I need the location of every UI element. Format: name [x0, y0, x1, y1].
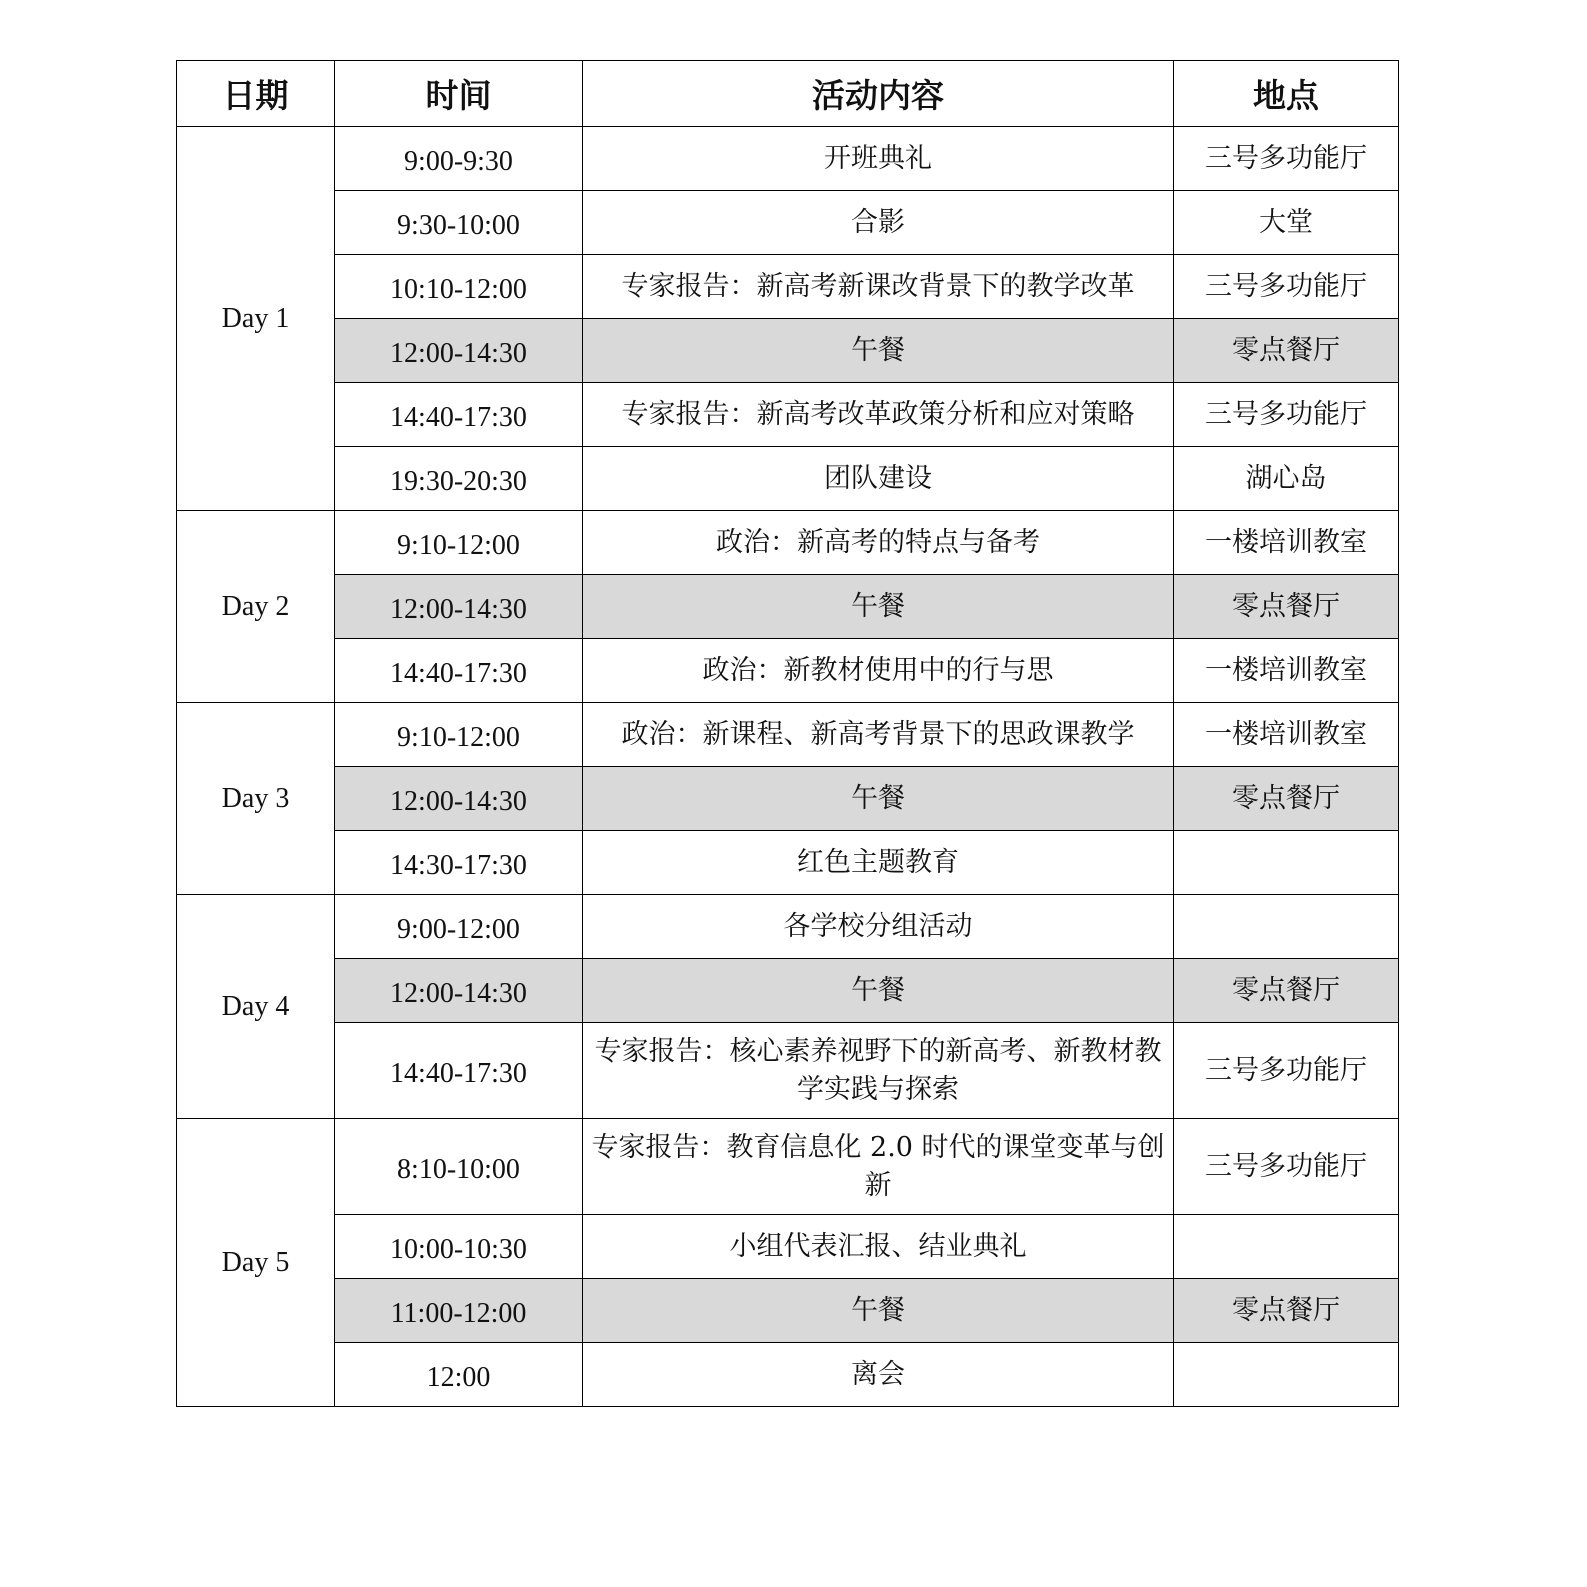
- time-cell: 10:00-10:30: [335, 1215, 583, 1279]
- time-cell: 14:40-17:30: [335, 383, 583, 447]
- table-row: [177, 959, 1399, 1023]
- location-cell: 零点餐厅: [1174, 767, 1399, 831]
- header-activity: 活动内容: [583, 61, 1174, 127]
- table-row: [177, 127, 1399, 191]
- header-date: 日期: [177, 61, 335, 127]
- activity-cell: 专家报告：新高考改革政策分析和应对策略: [583, 383, 1174, 447]
- location-cell: [1174, 1343, 1399, 1407]
- time-cell: 11:00-12:00: [335, 1279, 583, 1343]
- location-cell: 湖心岛: [1174, 447, 1399, 511]
- day-label: Day 2: [177, 511, 335, 703]
- activity-cell: 专家报告：教育信息化 2.0 时代的课堂变革与创新: [583, 1119, 1174, 1215]
- time-cell: 14:30-17:30: [335, 831, 583, 895]
- day-label: Day 1: [177, 127, 335, 511]
- header-time: 时间: [335, 61, 583, 127]
- activity-cell: 小组代表汇报、结业典礼: [583, 1215, 1174, 1279]
- location-cell: [1174, 895, 1399, 959]
- location-cell: 三号多功能厅: [1174, 383, 1399, 447]
- time-cell: 12:00: [335, 1343, 583, 1407]
- table-row: [177, 319, 1399, 383]
- activity-cell: 红色主题教育: [583, 831, 1174, 895]
- location-cell: [1174, 1215, 1399, 1279]
- activity-cell: 合影: [583, 191, 1174, 255]
- time-cell: 9:10-12:00: [335, 511, 583, 575]
- time-cell: 12:00-14:30: [335, 575, 583, 639]
- location-cell: 大堂: [1174, 191, 1399, 255]
- location-cell: [1174, 831, 1399, 895]
- location-cell: 零点餐厅: [1174, 959, 1399, 1023]
- table-row: [177, 255, 1399, 319]
- time-cell: 14:40-17:30: [335, 639, 583, 703]
- location-cell: 一楼培训教室: [1174, 703, 1399, 767]
- table-row: [177, 703, 1399, 767]
- activity-cell: 专家报告：新高考新课改背景下的教学改革: [583, 255, 1174, 319]
- activity-cell: 开班典礼: [583, 127, 1174, 191]
- location-cell: 三号多功能厅: [1174, 255, 1399, 319]
- location-cell: 三号多功能厅: [1174, 127, 1399, 191]
- table-row: [177, 191, 1399, 255]
- activity-cell: 午餐: [583, 575, 1174, 639]
- activity-cell: 政治：新课程、新高考背景下的思政课教学: [583, 703, 1174, 767]
- activity-cell: 午餐: [583, 959, 1174, 1023]
- time-cell: 9:10-12:00: [335, 703, 583, 767]
- time-cell: 9:00-12:00: [335, 895, 583, 959]
- time-cell: 12:00-14:30: [335, 319, 583, 383]
- header-row: [177, 61, 1399, 127]
- table-row: [177, 1023, 1399, 1119]
- table-row: [177, 831, 1399, 895]
- location-cell: 一楼培训教室: [1174, 639, 1399, 703]
- time-cell: 14:40-17:30: [335, 1023, 583, 1119]
- time-cell: 10:10-12:00: [335, 255, 583, 319]
- activity-cell: 午餐: [583, 319, 1174, 383]
- time-cell: 19:30-20:30: [335, 447, 583, 511]
- activity-cell: 政治：新教材使用中的行与思: [583, 639, 1174, 703]
- activity-cell: 团队建设: [583, 447, 1174, 511]
- location-cell: 零点餐厅: [1174, 319, 1399, 383]
- time-cell: 8:10-10:00: [335, 1119, 583, 1215]
- table-row: [177, 1343, 1399, 1407]
- activity-cell: 离会: [583, 1343, 1174, 1407]
- day-label: Day 4: [177, 895, 335, 1119]
- table-row: [177, 383, 1399, 447]
- schedule-table: [176, 60, 1399, 1407]
- activity-cell: 各学校分组活动: [583, 895, 1174, 959]
- table-header: [177, 61, 1399, 127]
- time-cell: 12:00-14:30: [335, 959, 583, 1023]
- table-row: [177, 1119, 1399, 1215]
- table-row: [177, 575, 1399, 639]
- day-label: Day 5: [177, 1119, 335, 1407]
- time-cell: 12:00-14:30: [335, 767, 583, 831]
- location-cell: 零点餐厅: [1174, 575, 1399, 639]
- table-row: [177, 767, 1399, 831]
- table-row: [177, 895, 1399, 959]
- location-cell: 三号多功能厅: [1174, 1119, 1399, 1215]
- header-location: 地点: [1174, 61, 1399, 127]
- activity-cell: 专家报告：核心素养视野下的新高考、新教材教学实践与探索: [583, 1023, 1174, 1119]
- table-row: [177, 447, 1399, 511]
- table-row: [177, 1215, 1399, 1279]
- day-label: Day 3: [177, 703, 335, 895]
- location-cell: 零点餐厅: [1174, 1279, 1399, 1343]
- time-cell: 9:00-9:30: [335, 127, 583, 191]
- activity-cell: 午餐: [583, 1279, 1174, 1343]
- activity-cell: 午餐: [583, 767, 1174, 831]
- location-cell: 三号多功能厅: [1174, 1023, 1399, 1119]
- table-row: [177, 1279, 1399, 1343]
- table-row: [177, 639, 1399, 703]
- time-cell: 9:30-10:00: [335, 191, 583, 255]
- table-row: [177, 511, 1399, 575]
- table-body: [177, 127, 1399, 1407]
- location-cell: 一楼培训教室: [1174, 511, 1399, 575]
- activity-cell: 政治：新高考的特点与备考: [583, 511, 1174, 575]
